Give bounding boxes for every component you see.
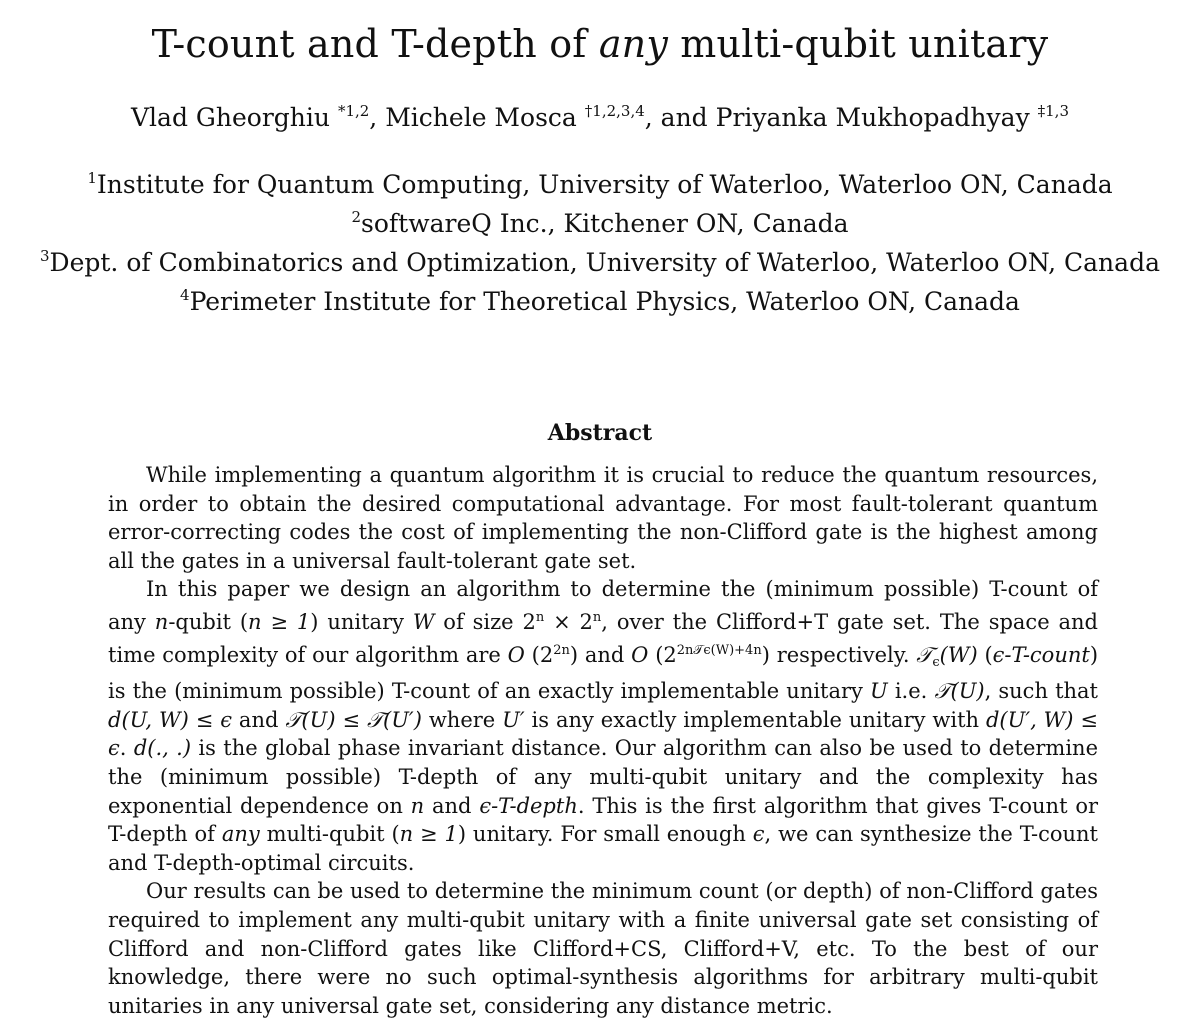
abstract-paragraph-1: While implementing a quantum algorithm it is crucial to reduce the quantum resources, in order to obtain the desired computational advantage. For most fault-tolerant quantum error-correcting codes the cost of implementing the non-Clifford gate is the highest among all the gates in a universal fault-tolerant gate set. (108, 463, 1098, 573)
author-name: Michele Mosca (385, 103, 577, 132)
author-separator: , (369, 103, 386, 132)
author-mark: ‡1,3 (1037, 102, 1069, 120)
affiliation-number: 4 (180, 286, 190, 304)
author-name: Vlad Gheorghiu (131, 103, 330, 132)
affiliation (0, 162, 1200, 201)
affiliation-number: 1 (87, 169, 97, 187)
title-before: T-count and T-depth of (151, 22, 599, 66)
affiliation-text: softwareQ Inc., Kitchener ON, Canada (361, 209, 849, 238)
affiliation (0, 201, 1200, 240)
title-emphasis: any (598, 22, 669, 66)
author-separator: , and (644, 103, 716, 132)
abstract-paragraph-3: Our results can be used to determine the minimum count (or depth) of non-Clifford gates required to implement any multi-qubit unitary with a finite universal gate set consisting of Clifford and non-Clifford gates like Clifford+CS, Clifford+V, etc. To the best of our knowledge, there were no such optimal-synthesis algorithms for arbitrary multi-qubit unitaries in any universal gate set, considering any distance metric. (108, 879, 1098, 1018)
affiliation-list (0, 162, 1200, 318)
abstract-body (108, 461, 1098, 1020)
affiliation (0, 240, 1200, 279)
author-name: Priyanka Mukhopadhyay (715, 103, 1030, 132)
affiliation-text: Perimeter Institute for Theoretical Physics, Waterloo ON, Canada (189, 287, 1020, 316)
affiliation-text: Institute for Quantum Computing, University of Waterloo, Waterloo ON, Canada (96, 170, 1113, 199)
author-list (0, 102, 1200, 132)
title-after: multi-qubit unitary (668, 22, 1049, 66)
author-mark: †1,2,3,4 (584, 102, 645, 120)
abstract-heading: Abstract (547, 420, 653, 446)
affiliation-number: 3 (40, 247, 50, 265)
author-mark: *1,2 (337, 102, 370, 120)
abstract-paragraph-2: In this paper we design an algorithm to determine the (minimum possible) T-count of any n-qubit (n ≥ 1) unitary W of size $2^n \times 2^n$, over the Clifford+T gate set. The space and time complexity of our algorithm are O $(2^{2n})$ and O $(2^{2n𝒯\epsilon(W)+4n})$ respectively. 𝒯$_\epsilon$(W) (ϵ-T-count) is the (minimum possible) T-count of an exactly implementable unitary U i.e. 𝒯(U), such that d(U, W) ≤ ϵ and 𝒯(U) ≤ 𝒯(U′) where U′ is any exactly implementable unitary with d(U′, W) ≤ ϵ. d(., .) is the global phase invariant distance. Our algorithm can also be used to determine the (minimum possible) T-depth of any multi-qubit unitary and the complexity has exponential dependence on n and ϵ-T-depth. This is the first algorithm that gives T-count or T-depth of any multi-qubit (n ≥ 1) unitary. For small enough ϵ, we can synthesize the T-count and T-depth-optimal circuits. (108, 577, 1099, 875)
affiliation (0, 279, 1200, 318)
paper-title (0, 22, 1200, 66)
affiliation-number: 2 (351, 208, 362, 226)
affiliation-text: Dept. of Combinatorics and Optimization, University of Waterloo, Waterloo ON, Canada (49, 248, 1160, 277)
